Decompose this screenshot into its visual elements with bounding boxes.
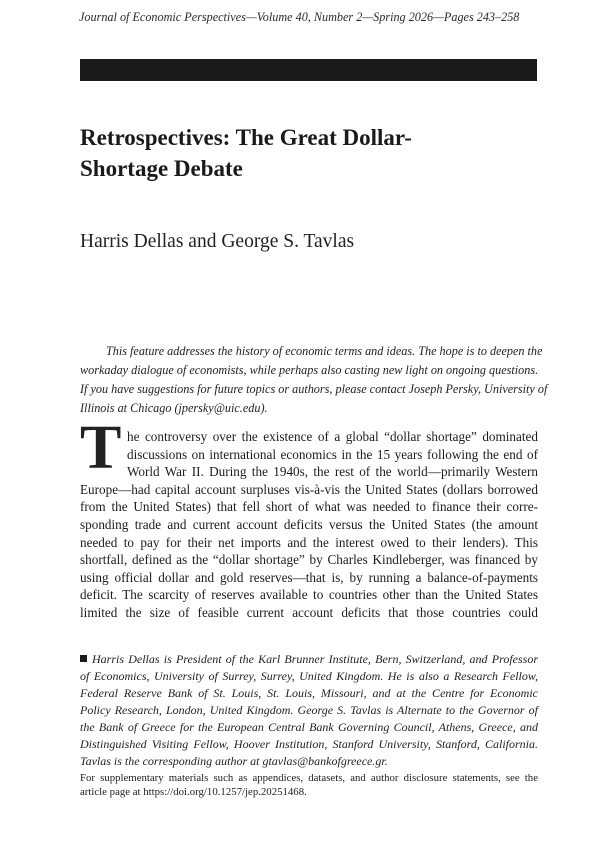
article-authors: Harris Dellas and George S. Tavlas	[80, 231, 355, 252]
body-line: using official dollar and gold reserves—that is, by running a balance-of-payments	[80, 569, 538, 585]
body-text	[80, 428, 538, 622]
feature-note-line: This feature addresses the history of economic terms and ideas. The hope is to deepen the	[106, 344, 543, 358]
body-line: discussions on international economics in the 15 years following the end of	[127, 446, 538, 462]
author-footnote	[80, 651, 538, 770]
drop-cap: T	[80, 414, 122, 482]
body-line: he controversy over the existence of a global “dollar shortage” dominated	[127, 429, 538, 444]
footnote-line: Federal Reserve Bank of St. Louis, St. Louis, Missouri, and at the Centre for Economic	[80, 686, 538, 700]
footnote-line-text: Harris Dellas is President of the Karl Brunner Institute, Bern, Switzerland, and Professor	[92, 652, 538, 666]
title-line: Retrospectives: The Great Dollar-	[80, 125, 412, 150]
running-head: Journal of Economic Perspectives—Volume 40, Number 2—Spring 2026—Pages 243–258	[79, 10, 520, 24]
body-line: sponding trade and current account deficits versus the United States (the amount	[80, 516, 538, 532]
feature-note-line: If you have suggestions for future topics or authors, please contact Joseph Persky, University of	[80, 382, 548, 396]
square-bullet-icon	[80, 655, 87, 662]
body-line: Europe—had capital account surpluses vis-à-vis the United States (dollars borrowed	[80, 481, 538, 497]
body-line: limited the size of feasible current account deficits that those countries could	[80, 604, 538, 620]
body-line: World War II. During the 1940s, the rest of the world—primarily Western	[127, 464, 538, 480]
supplementary-line: article page at https://doi.org/10.1257/jep.20251468.	[80, 786, 307, 798]
footnote-line: Policy Research, London, United Kingdom. George S. Tavlas is Alternate to the Governor of	[80, 703, 538, 717]
footnote-line: the Bank of Greece for the European Central Bank Governing Council, Athens, Greece, and	[80, 720, 538, 734]
title-line: Shortage Debate	[80, 156, 243, 181]
feature-note	[80, 342, 548, 418]
header-bar	[80, 59, 537, 81]
body-line: needed to pay for their net imports and the interest owed to their lenders). This	[80, 534, 538, 550]
footnote-line: Tavlas is the corresponding author at gtavlas@bankofgreece.gr.	[80, 754, 388, 768]
article-title	[80, 122, 540, 184]
feature-note-line: workaday dialogue of economists, while perhaps also casting new light on ongoing questions.	[80, 363, 539, 377]
body-line: from the United States) that fell short of what was needed to finance their corre-	[80, 499, 538, 515]
supplementary-line: For supplementary materials such as appendices, datasets, and author disclosure statements, see the	[80, 772, 538, 784]
footnote-line	[80, 651, 538, 668]
footnote-line: Distinguished Visiting Fellow, Hoover Institution, Stanford University, Stanford, California.	[80, 737, 538, 751]
feature-note-line: Illinois at Chicago (jpersky@uic.edu).	[80, 401, 268, 415]
body-line: deficit. The scarcity of reserves available to countries other than the United States	[80, 587, 538, 603]
footnote-line: of Economics, University of Surrey, Surrey, United Kingdom. He is also a Research Fellow,	[80, 669, 538, 683]
body-line: shortfall, defined as the “dollar shortage” by Charles Kindleberger, was financed by	[80, 552, 538, 568]
supplementary-note	[80, 771, 538, 799]
